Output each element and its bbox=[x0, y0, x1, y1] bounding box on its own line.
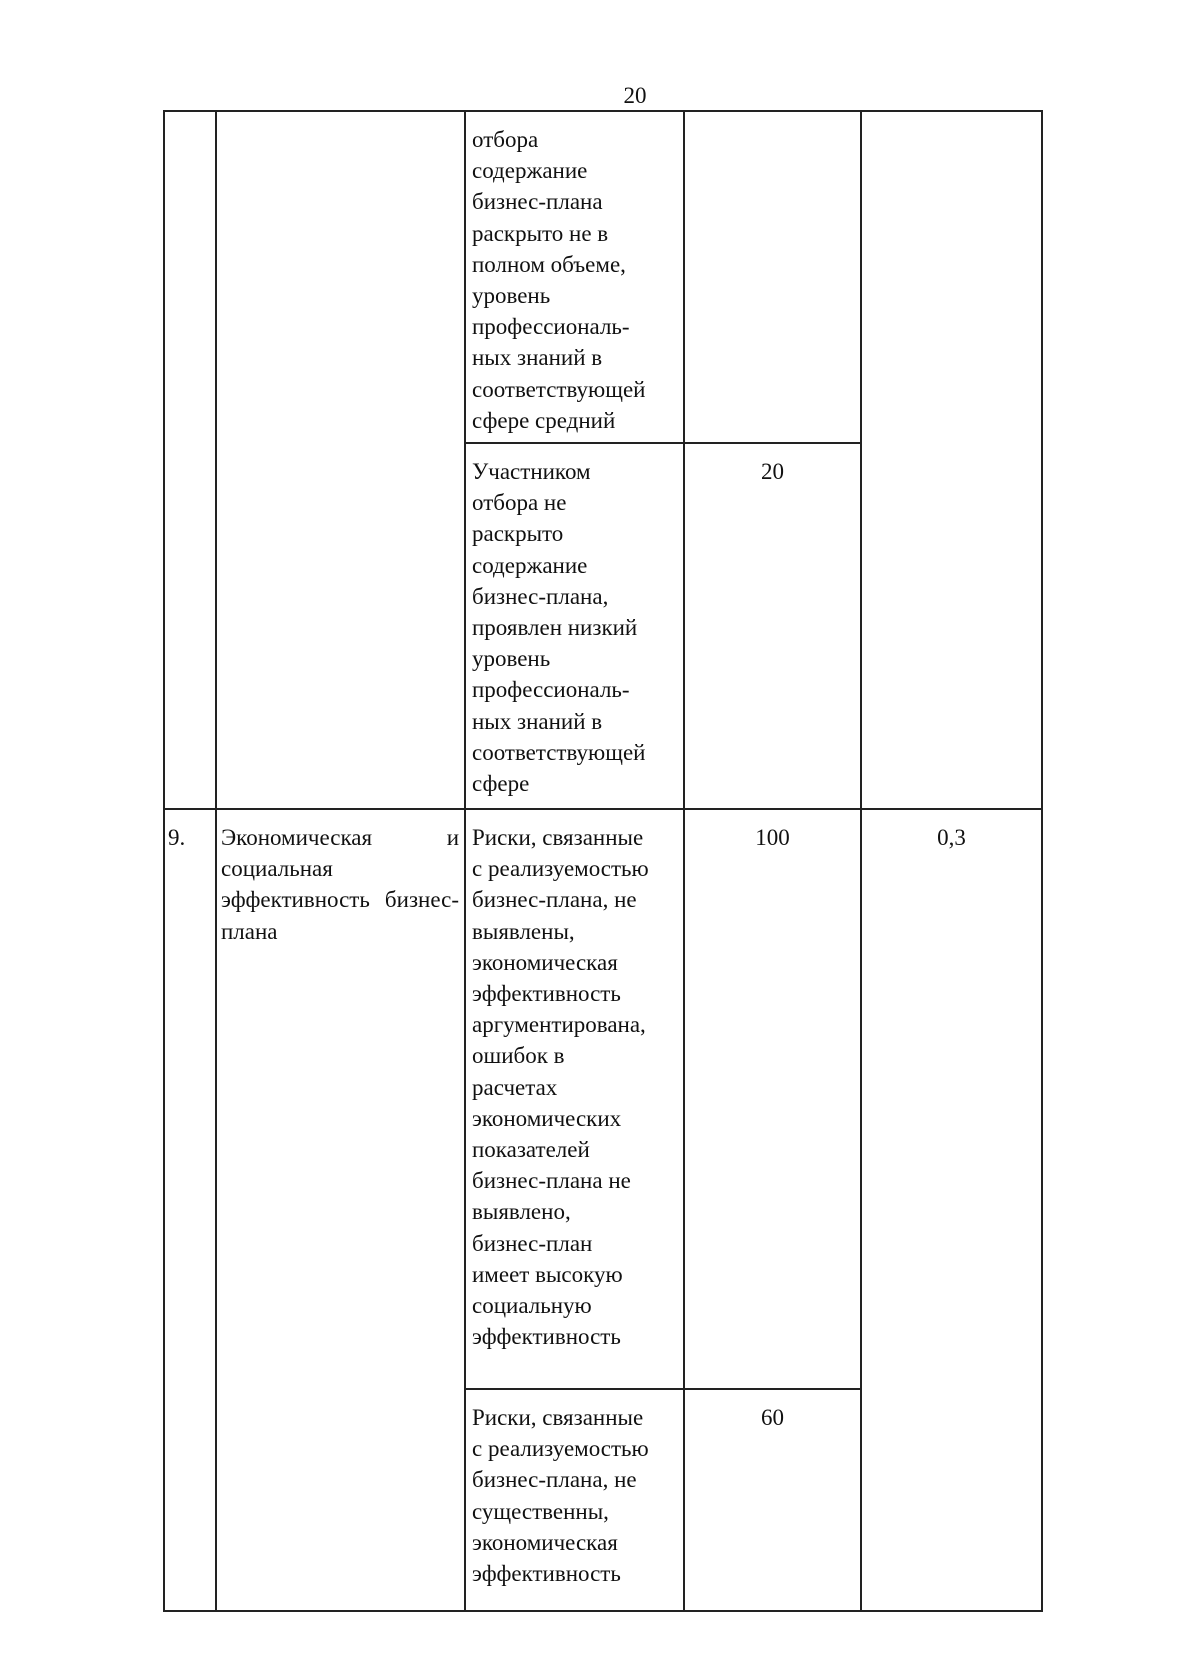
column-divider bbox=[215, 112, 217, 1610]
score-value: 100 bbox=[755, 825, 790, 850]
row-divider bbox=[465, 1388, 861, 1390]
criteria-table bbox=[163, 110, 1043, 1612]
score-value: 60 bbox=[761, 1405, 784, 1430]
score-value: 20 bbox=[761, 459, 784, 484]
weight-value: 0,3 bbox=[937, 825, 966, 850]
row-number: 9. bbox=[168, 825, 186, 850]
criterion-description: Участником отбора не раскрыто содержание бизнес-плана, проявлен низкий уровень профессиональ- ных знаний в соответствующей сфере bbox=[472, 459, 646, 797]
criterion-description: Риски, связанные с реализуемостью бизнес-плана, не существенны, экономическая эффективность bbox=[472, 1405, 649, 1587]
column-divider bbox=[464, 112, 466, 1610]
criterion-description: отбора содержание бизнес-плана раскрыто не в полном объеме, уровень профессиональ- ных знаний в соответствующей сфере средний bbox=[472, 127, 646, 433]
column-divider bbox=[860, 112, 862, 1610]
row-divider bbox=[165, 808, 1041, 810]
criterion-description: Риски, связанные с реализуемостью бизнес-плана, не выявлены, экономическая эффективность аргументирована, ошибок в расчетах экономических показателей бизнес-плана не выявлено, бизнес-план имеет высокую социальную эффективность bbox=[472, 825, 649, 1350]
page-number: 20 bbox=[623, 83, 647, 108]
criterion-name: Экономическая и социальная эффективность бизнес-плана bbox=[221, 825, 459, 944]
row-divider bbox=[465, 442, 861, 444]
column-divider bbox=[683, 112, 685, 1610]
